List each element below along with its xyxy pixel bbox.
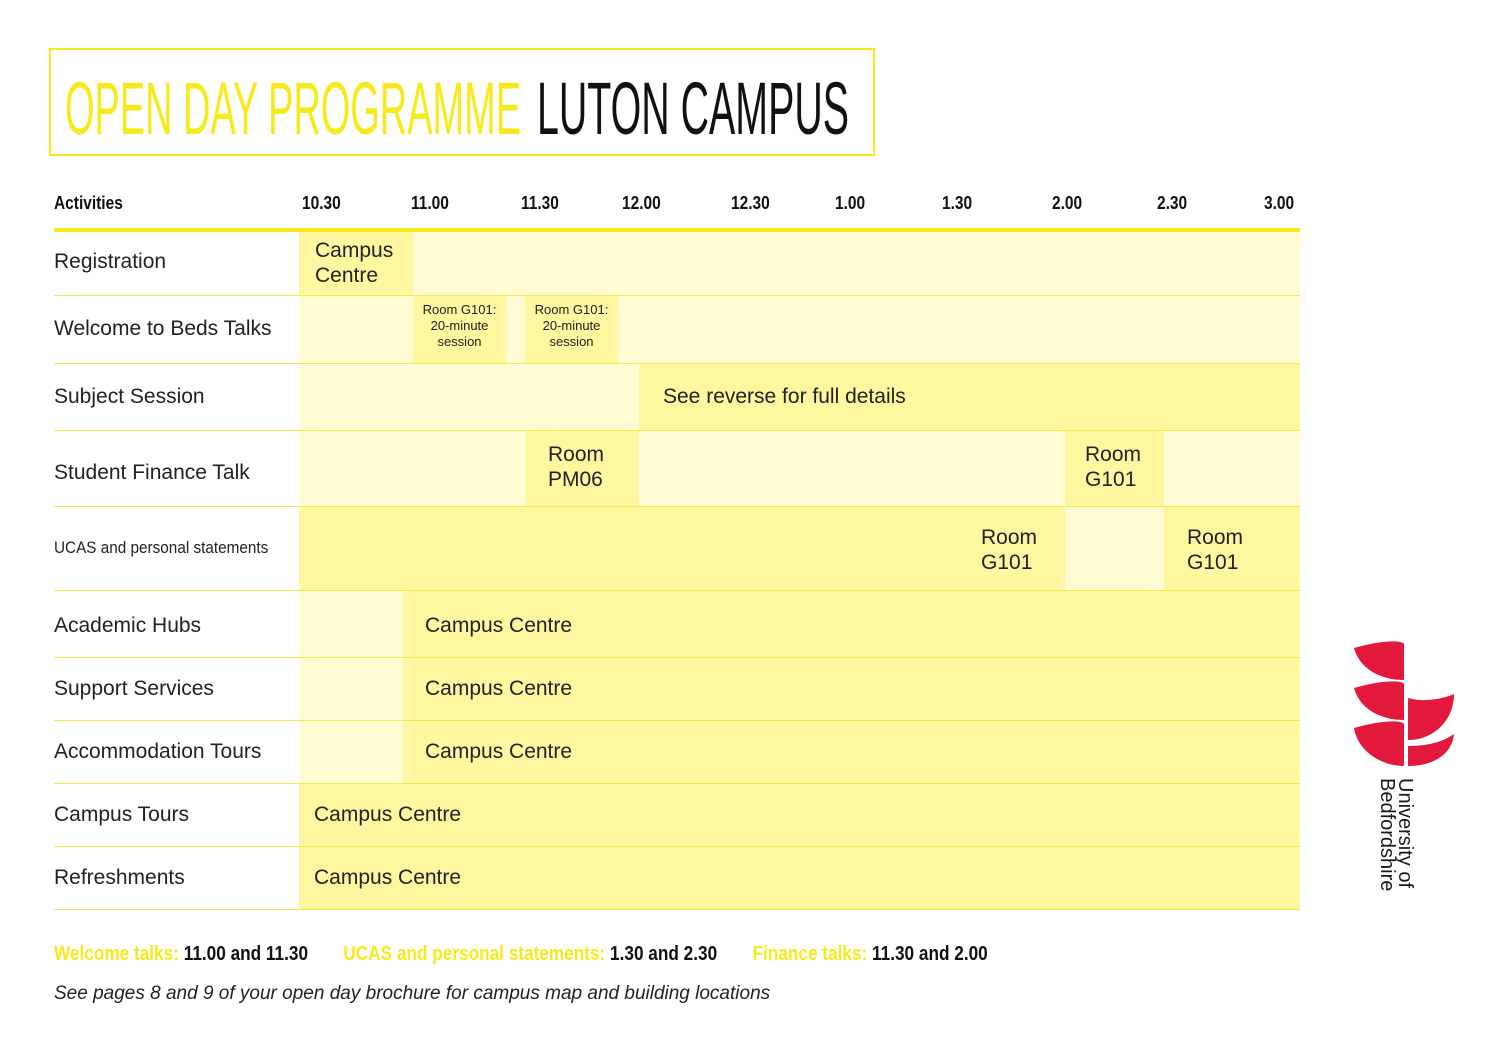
row-label-ucas: UCAS and personal statements — [54, 538, 269, 557]
schedule-cell — [526, 431, 639, 506]
cell-text: Campus Centre — [314, 803, 462, 826]
cell-text: Room G101: 20-minute session — [422, 302, 497, 349]
footer-summary — [54, 943, 988, 966]
footer-finance-label: Finance talks: — [752, 943, 868, 965]
header-time: 11.00 — [411, 193, 449, 213]
cell-text: Room PM06 — [548, 443, 605, 491]
row-band — [299, 232, 1300, 295]
header-activities: Activities — [54, 193, 123, 213]
cell-text: Campus Centre — [315, 239, 394, 287]
cell-text: Room G101 — [1085, 443, 1142, 491]
header-time: 12.30 — [731, 193, 770, 213]
cell-text: Room G101 — [1187, 526, 1244, 574]
schedule-cell — [1065, 431, 1164, 506]
schedule-cell — [413, 296, 506, 363]
cell-text: Room G101 — [981, 526, 1038, 574]
schedule-cell — [1164, 507, 1300, 590]
row-label-campus-tours: Campus Tours — [54, 803, 190, 826]
row-label-refreshments: Refreshments — [54, 866, 185, 889]
cell-text: Campus Centre — [314, 866, 462, 889]
university-logo-icon — [1352, 640, 1462, 770]
title-box — [49, 48, 875, 156]
row-label-support-services: Support Services — [54, 677, 214, 700]
title-svg — [51, 50, 877, 158]
cell-text: Campus Centre — [425, 614, 573, 637]
row-label-welcome: Welcome to Beds Talks — [54, 317, 272, 340]
logo-line-university: University of — [1394, 778, 1416, 889]
header-time: 1.00 — [835, 193, 866, 213]
row-label-subject-session: Subject Session — [54, 385, 205, 408]
cell-text: Campus Centre — [425, 677, 573, 700]
header-time: 2.00 — [1052, 193, 1083, 213]
schedule-cell — [299, 847, 1300, 909]
title-part-black: LUTON CAMPUS — [537, 67, 849, 150]
header-time: 1.30 — [942, 193, 973, 213]
row-label-student-finance: Student Finance Talk — [54, 461, 250, 484]
schedule-cell — [403, 658, 1300, 720]
schedule-cell — [525, 296, 618, 363]
row-label-academic-hubs: Academic Hubs — [54, 614, 202, 637]
schedule-cell — [299, 784, 1300, 846]
schedule-cell — [299, 232, 413, 295]
footer-welcome-label: Welcome talks: — [54, 943, 179, 965]
cell-text: See reverse for full details — [663, 385, 906, 408]
schedule-cell — [639, 364, 1300, 430]
title-part-yellow: OPEN DAY PROGRAMME — [65, 67, 521, 150]
footer-note: See pages 8 and 9 of your open day brochure for campus map and building locations — [54, 983, 771, 1004]
footer-finance-times: 11.30 and 2.00 — [872, 943, 988, 965]
schedule-cell — [955, 507, 1065, 590]
header-time: 2.30 — [1157, 193, 1188, 213]
logo-wordmark — [1376, 778, 1425, 908]
header-time: 11.30 — [521, 193, 559, 213]
schedule-cell-blank — [299, 507, 955, 590]
schedule-cell — [403, 721, 1300, 783]
schedule-cell — [403, 591, 1300, 657]
row-label-registration: Registration — [54, 250, 167, 273]
footer-ucas-label: UCAS and personal statements: — [343, 943, 606, 965]
logo-line-bedfordshire: Bedfordshire — [1376, 778, 1398, 892]
row-divider — [54, 909, 1300, 910]
header-time: 12.00 — [622, 193, 661, 213]
cell-text: Campus Centre — [425, 740, 573, 763]
header-time: 3.00 — [1264, 193, 1295, 213]
footer-welcome-times: 11.00 and 11.30 — [183, 943, 309, 965]
row-label-accommodation-tours: Accommodation Tours — [54, 740, 262, 763]
footer-ucas-times: 1.30 and 2.30 — [610, 943, 718, 965]
cell-text: Room G101: 20-minute session — [534, 302, 609, 349]
header-time: 10.30 — [302, 193, 341, 213]
